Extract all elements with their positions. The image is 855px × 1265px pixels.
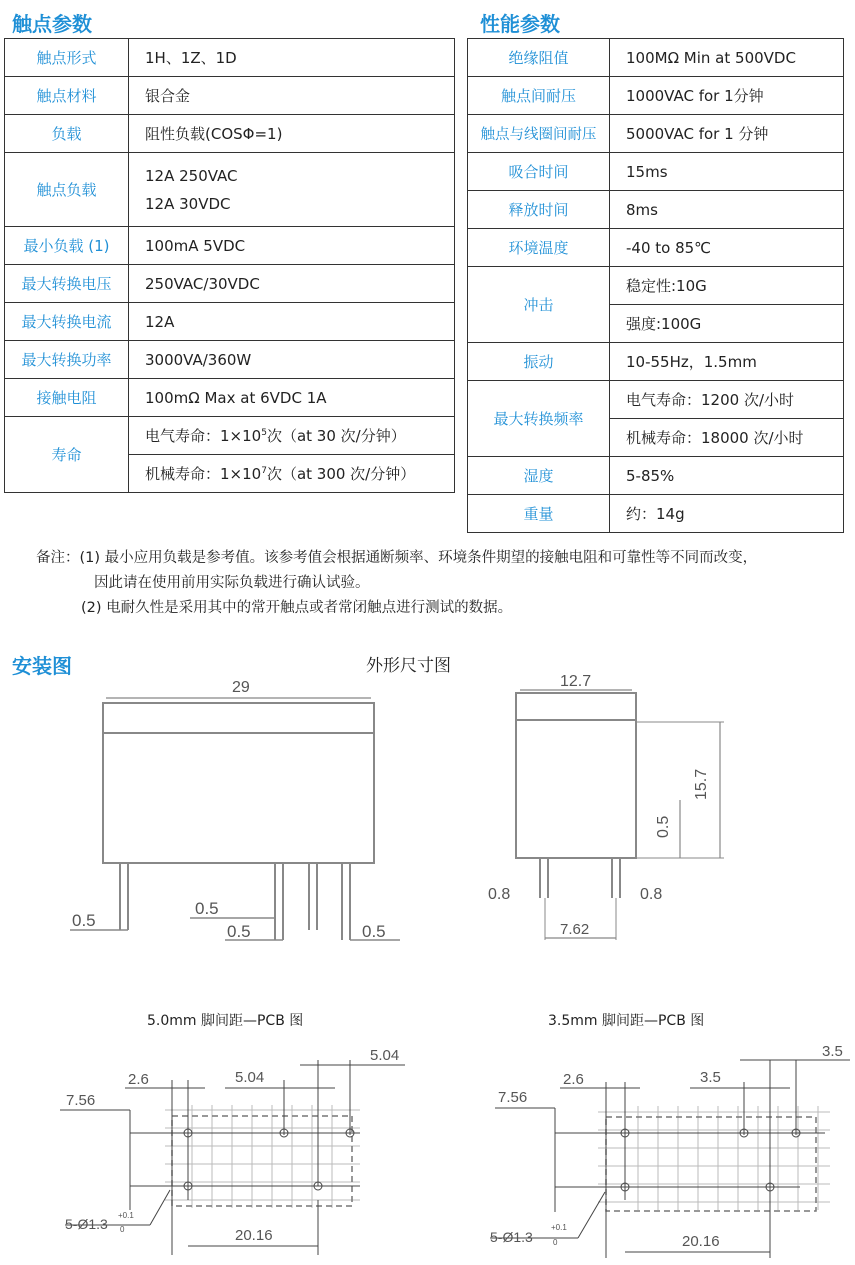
pcb-35-caption: 3.5mm 脚间距—PCB 图: [548, 1013, 705, 1029]
front-pin-label: 0.5: [362, 922, 386, 941]
performance-params-title: 性能参数: [480, 12, 560, 36]
pcb-35-dim-label: 3.5: [822, 1043, 843, 1060]
pcb-35-dim-label: 20.16: [682, 1233, 720, 1250]
side-pitch-label: 7.62: [560, 921, 590, 938]
row-key: 最大转换电流: [5, 303, 129, 341]
pcb-50-hole-tol: +0.1: [118, 1211, 134, 1220]
life-electrical-text: 电气寿命：1×10: [145, 427, 262, 445]
pcb-50-dim-label: 5.04: [370, 1047, 400, 1064]
contact-params-title: 触点参数: [12, 12, 92, 36]
pcb-35-drawing: [490, 1043, 850, 1258]
row-key: 最大转换频率: [468, 381, 610, 457]
row-value: 12A: [129, 303, 455, 341]
row-key: 最大转换功率: [5, 341, 129, 379]
row-key: 吸合时间: [468, 153, 610, 191]
side-view-drawing: [516, 690, 724, 940]
row-key: 振动: [468, 343, 610, 381]
front-width-label: 29: [232, 679, 250, 696]
row-value: 100mA 5VDC: [129, 227, 455, 265]
row-key: 绝缘阻值: [468, 39, 610, 77]
pcb-35-dim-label: 7.56: [498, 1089, 528, 1106]
row-value-line: 12A 250VAC: [145, 166, 238, 185]
outline-caption: 外形尺寸图: [366, 656, 451, 676]
row-key: 释放时间: [468, 191, 610, 229]
pcb-35-hole-label: 5-Ø1.3: [490, 1229, 533, 1245]
side-pin-label: 0.8: [488, 886, 511, 903]
pcb-50-caption: 5.0mm 脚间距—PCB 图: [147, 1013, 304, 1029]
front-view-drawing: [70, 698, 400, 940]
life-mechanical-text: 机械寿命：1×10: [145, 465, 262, 483]
row-key: 接触电阻: [5, 379, 129, 417]
row-key: 触点与线圈间耐压: [468, 115, 610, 153]
row-value: 银合金: [129, 77, 455, 115]
row-key: 重量: [468, 495, 610, 533]
row-value: 3000VA/360W: [129, 341, 455, 379]
front-pin-label: 0.5: [195, 899, 219, 918]
pcb-50-hole-label: 5-Ø1.3: [65, 1216, 108, 1232]
row-value: 稳定性:10G: [610, 267, 844, 305]
row-value: 8ms: [610, 191, 844, 229]
pcb-35-dim-label: 2.6: [563, 1071, 584, 1088]
row-value: 电气寿命：1200 次/小时: [610, 381, 844, 419]
pcb-35-hole-tol: 0: [553, 1238, 558, 1247]
row-key: 触点材料: [5, 77, 129, 115]
row-value: 100mΩ Max at 6VDC 1A: [129, 379, 455, 417]
side-height-label: 15.7: [693, 768, 710, 800]
note-line: (2) 电耐久性是采用其中的常开触点或者常闭触点进行测试的数据。: [81, 600, 513, 616]
pcb-35-hole-tol: +0.1: [551, 1223, 567, 1232]
row-value: 1000VAC for 1分钟: [610, 77, 844, 115]
row-value: 约：14g: [610, 495, 844, 533]
front-pin-label: 0.5: [227, 922, 251, 941]
row-value: -40 to 85℃: [610, 229, 844, 267]
row-value: 5000VAC for 1 分钟: [610, 115, 844, 153]
row-value: 250VAC/30VDC: [129, 265, 455, 303]
row-key: 触点间耐压: [468, 77, 610, 115]
row-value: 10-55Hz，1.5mm: [610, 343, 844, 381]
row-key: 环境温度: [468, 229, 610, 267]
row-key: 寿命: [5, 417, 129, 493]
note-line: 因此请在使用前用实际负载进行确认试验。: [94, 575, 370, 591]
row-key: 湿度: [468, 457, 610, 495]
row-key: 触点负载: [5, 153, 129, 227]
row-value: 阻性负载(COSΦ=1): [129, 115, 455, 153]
row-key: 最小负载 (1): [5, 227, 129, 265]
side-width-label: 12.7: [560, 673, 592, 690]
life-electrical-suffix: 次（at 30 次/分钟）: [266, 427, 406, 445]
row-value: 100MΩ Min at 500VDC: [610, 39, 844, 77]
row-value: 机械寿命：18000 次/小时: [610, 419, 844, 457]
row-value: 强度:100G: [610, 305, 844, 343]
pcb-50-dim-label: 7.56: [66, 1092, 96, 1109]
row-key: 负载: [5, 115, 129, 153]
pcb-35-dim-label: 3.5: [700, 1069, 721, 1086]
side-pin-label: 0.8: [640, 886, 663, 903]
life-electrical-exponent: 5: [261, 428, 267, 438]
front-pin-label: 0.5: [72, 911, 96, 930]
pcb-50-dim-label: 2.6: [128, 1071, 149, 1088]
pcb-50-drawing: [60, 1047, 405, 1255]
row-value: 5-85%: [610, 457, 844, 495]
row-value-line: 12A 30VDC: [145, 194, 231, 213]
pcb-50-hole-tol: 0: [120, 1225, 125, 1234]
pcb-50-dim-label: 5.04: [235, 1069, 265, 1086]
row-key: 触点形式: [5, 39, 129, 77]
row-value: 1H、1Z、1D: [129, 39, 455, 77]
install-title: 安装图: [12, 654, 72, 678]
life-mechanical-suffix: 次（at 300 次/分钟）: [266, 465, 416, 483]
note-line: 备注：(1) 最小应用负载是参考值。该参考值会根据通断频率、环境条件期望的接触电阻和可靠性等不同而改变，: [36, 550, 758, 566]
row-value: 15ms: [610, 153, 844, 191]
row-key: 冲击: [468, 267, 610, 343]
row-key: 最大转换电压: [5, 265, 129, 303]
life-mechanical-exponent: 7: [261, 466, 267, 476]
pcb-50-dim-label: 20.16: [235, 1227, 273, 1244]
side-pin-height-label: 0.5: [655, 815, 672, 838]
